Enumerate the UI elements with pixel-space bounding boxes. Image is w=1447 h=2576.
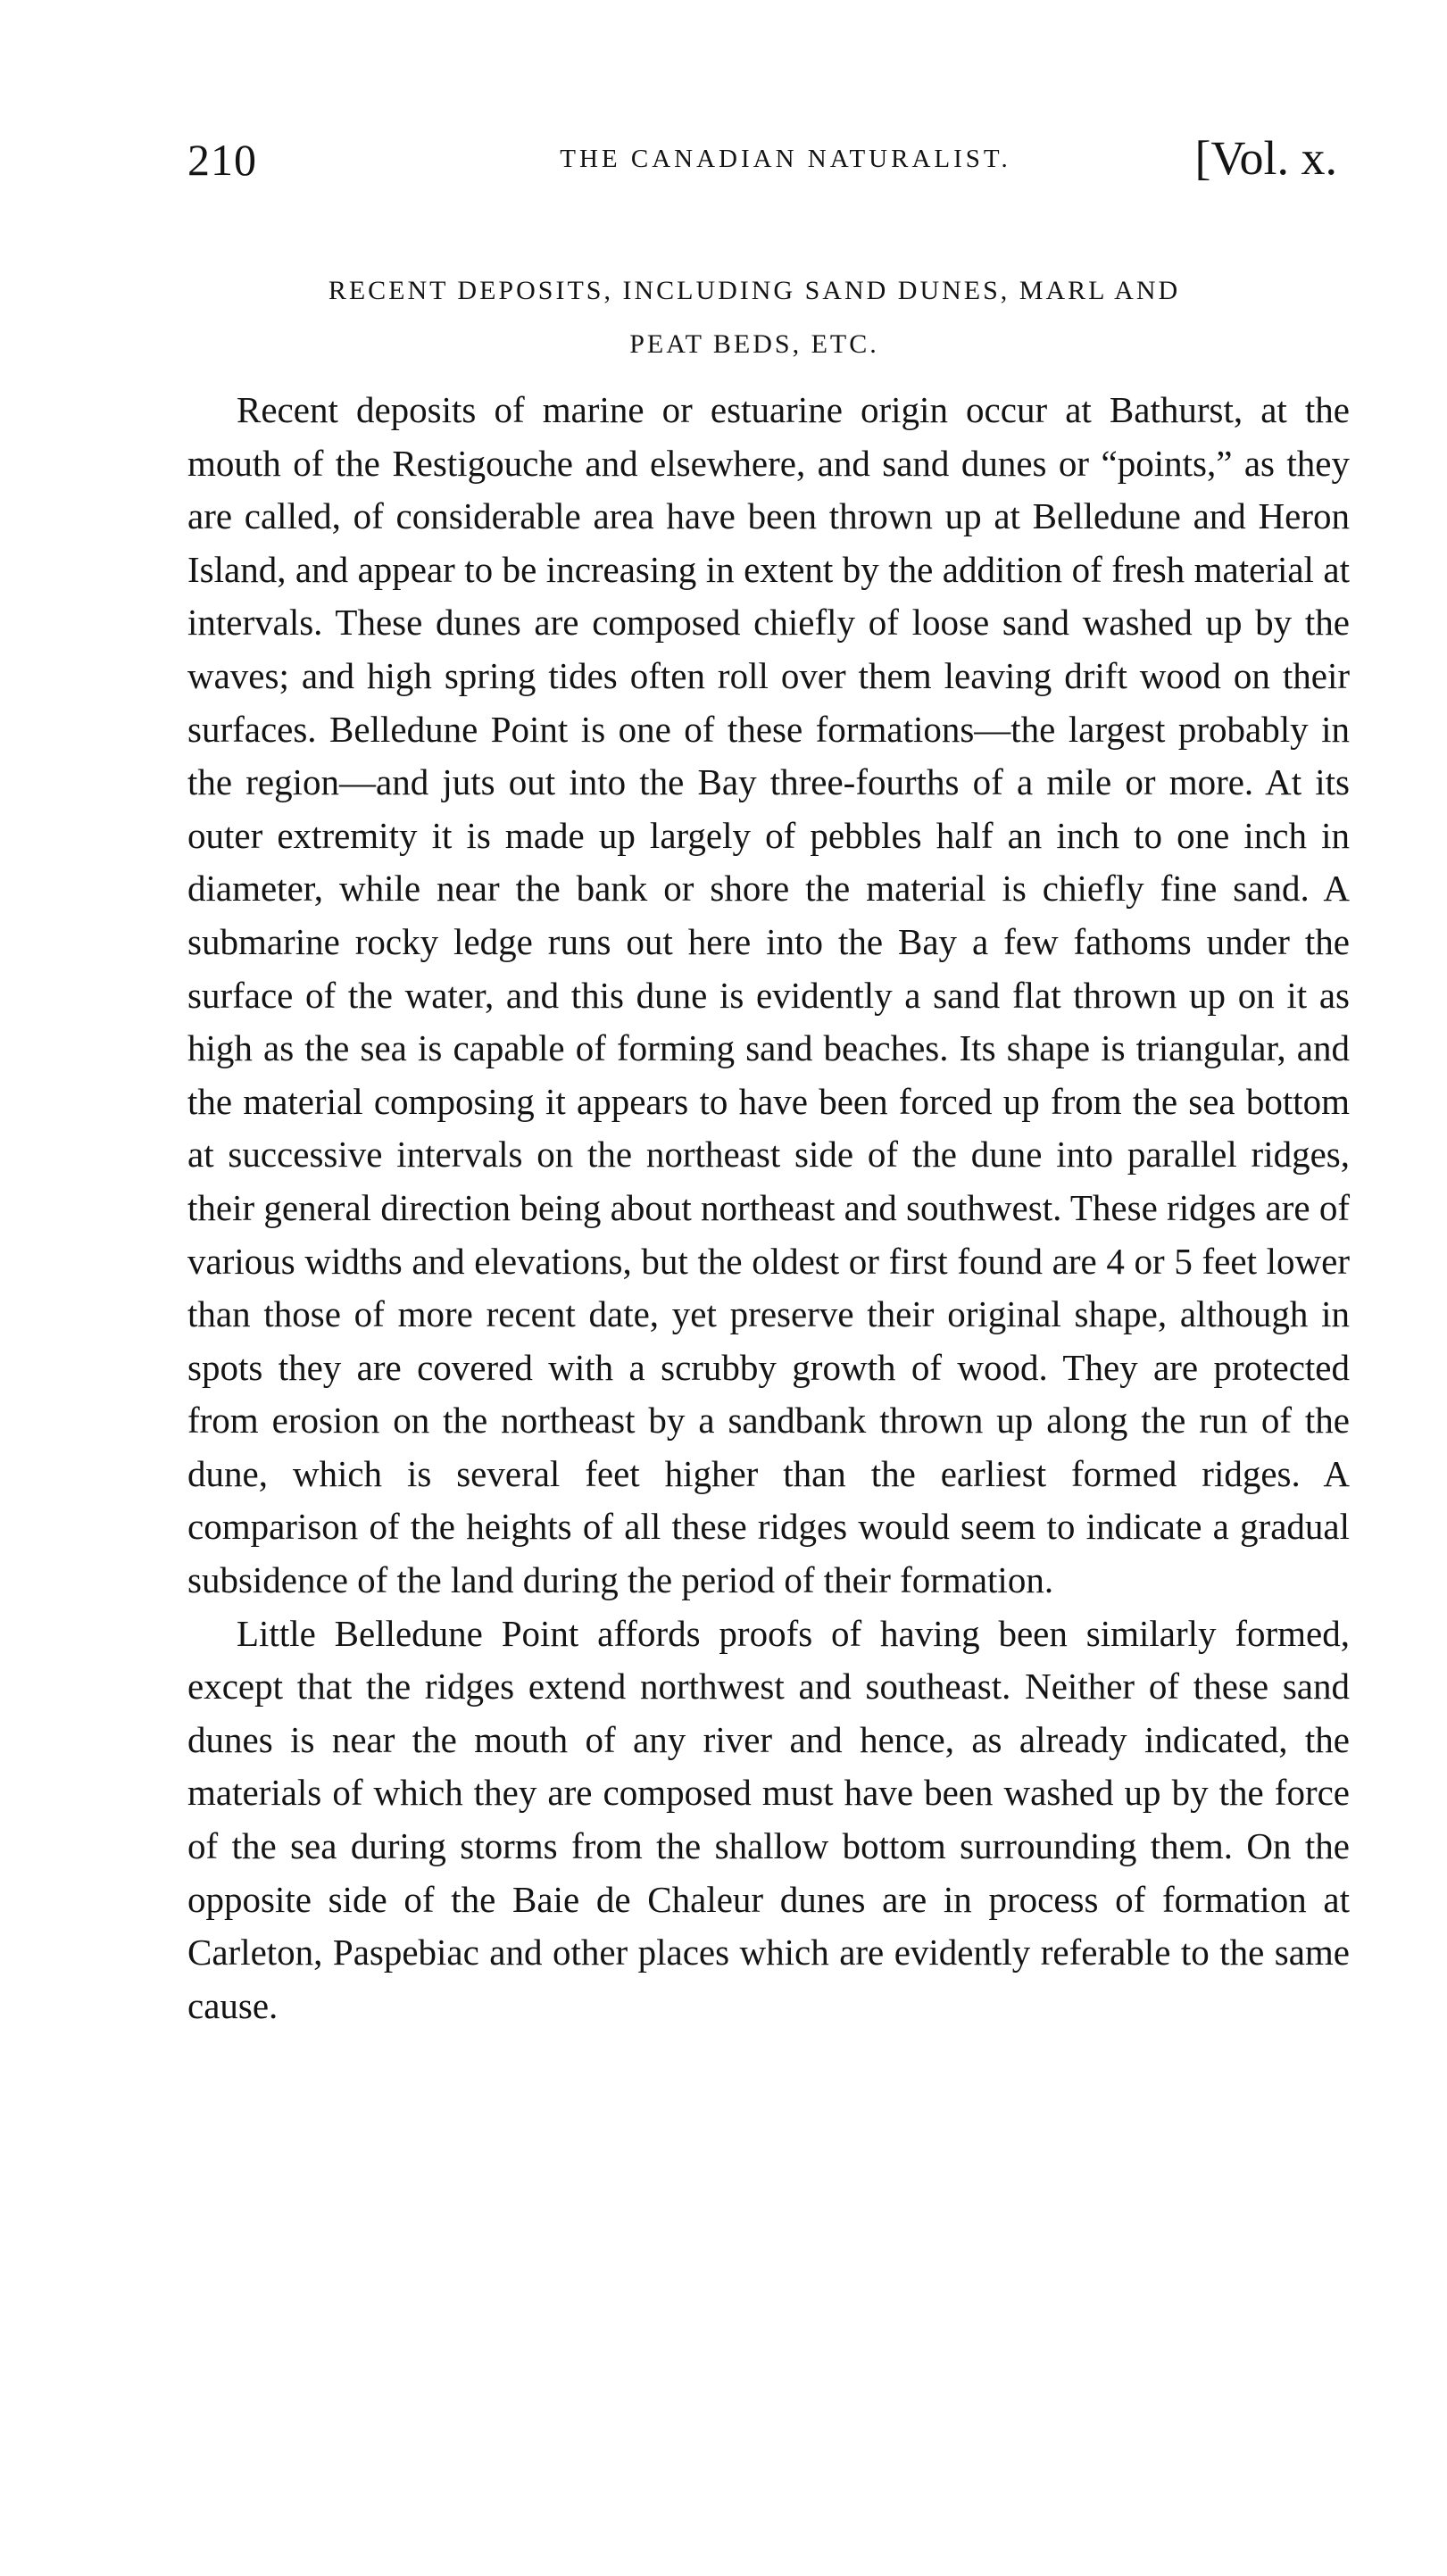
paragraph-2: Little Belledune Point affords proofs of having been similarly formed, except that the ridges extend northwest and southeast. Neither of these sand dunes is near the mouth of any river and hence, as already indicated, the materials of which they are composed must have been washed up by the force of the sea during storms from the shallow bottom surrounding them. On the opposite side of the Baie de Chaleur dunes are in process of formation at Carleton, Paspebiac and other places which are evidently referable to the same cause. [187, 1612, 1350, 2026]
journal-title: THE CANADIAN NATURALIST. [560, 145, 1011, 173]
volume-label: [Vol. x. [1194, 131, 1337, 185]
running-head [187, 131, 1357, 196]
paragraph-1: Recent deposits of marine or estuarine origin occur at Bathurst, at the mouth of the Restigouche and elsewhere, and sand dunes or “points,” as they are called, of considerable area have been thrown up at Belledune and Heron Island, and appear to be increasing in extent by the addition of fresh material at intervals. These dunes are composed chiefly of loose sand washed up by the waves; and high spring tides often roll over them leaving drift wood on their surfaces. Belledune Point is one of these formations—the largest probably in the region—and juts out into the Bay three-fourths of a mile or more. At its outer extremity it is made up largely of pebbles half an inch to one inch in diameter, while near the bank or shore the material is chiefly fine sand. A submarine rocky ledge runs out here into the Bay a few fathoms under the surface of the water, and this dune is evidently a sand flat thrown up on it as high as the sea is capable of forming sand beaches. Its shape is triangular, and the material composing it appears to have been forced up from the sea bottom at successive intervals on the northeast side of the dune into parallel ridges, their general direction being about northeast and southwest. These ridges are of various widths and elevations, but the oldest or first found are 4 or 5 feet lower than those of more recent date, yet preserve their original shape, although in spots they are covered with a scrubby growth of wood. They are protected from erosion on the northeast by a sandbank thrown up along the run of the dune, which is several feet higher than the earliest formed ridges. A comparison of the heights of all these ridges would seem to indicate a gradual subsidence of the land during the period of their formation. [187, 389, 1350, 1601]
section-heading [241, 264, 1268, 371]
section-heading-line-1: RECENT DEPOSITS, INCLUDING SAND DUNES, MARL AND [328, 276, 1181, 305]
page-number: 210 [187, 135, 257, 185]
section-heading-line-2: PEAT BEDS, ETC. [629, 329, 879, 359]
body-text [187, 384, 1350, 2032]
